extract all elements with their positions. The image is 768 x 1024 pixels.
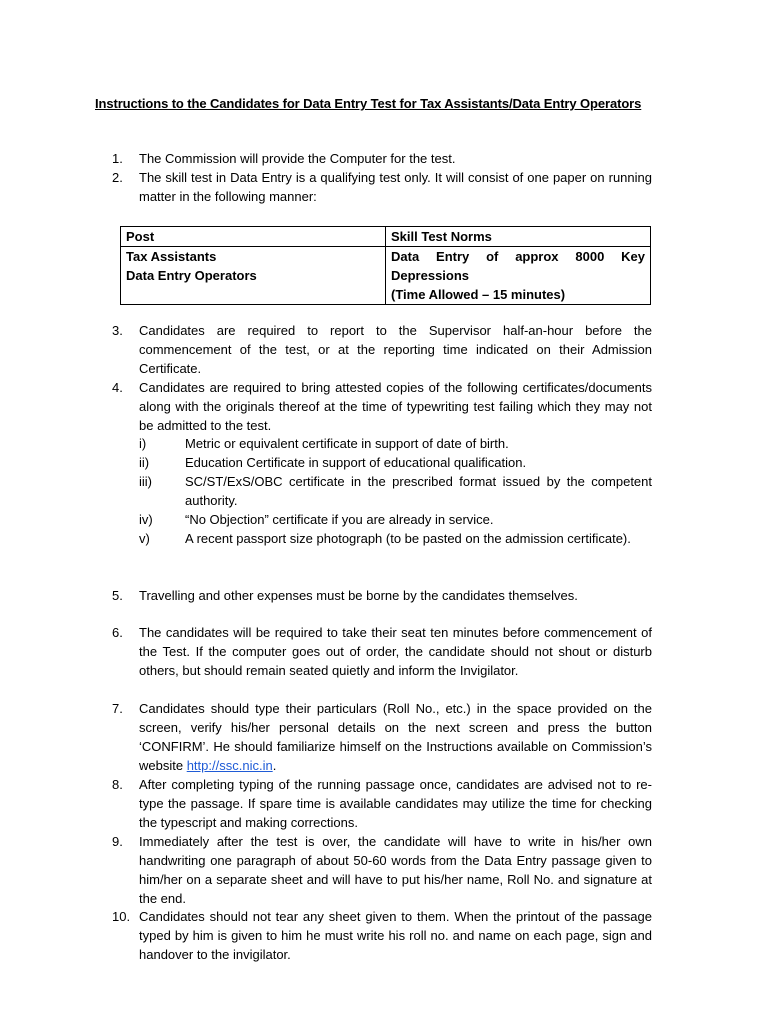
list-item: [112, 775, 652, 832]
list-item: [112, 321, 652, 378]
table-cell-norms: [386, 247, 651, 305]
list-item: [112, 378, 652, 435]
sub-item-text: SC/ST/ExS/OBC certificate in the prescribed format issued by the competent authority.: [185, 474, 652, 508]
sub-list-item: [139, 510, 652, 529]
list-item: [112, 168, 652, 206]
list-item: [112, 623, 652, 680]
item-text: The skill test in Data Entry is a qualifying test only. It will consist of one paper on running matter in the following manner:: [139, 170, 652, 204]
list-item: [112, 699, 652, 775]
table-header-post: Post: [121, 227, 386, 247]
sub-item-number: ii): [139, 455, 150, 470]
list-item: [112, 149, 652, 168]
item-text: After completing typing of the running passage once, candidates are advised not to re-type the passage. If spare time is available candidates may utilize the time for checking the typescript and making corrections.: [139, 777, 652, 830]
sub-item-number: i): [139, 436, 147, 451]
item-text: Immediately after the test is over, the candidate will have to write in his/her own handwriting one paragraph of about 50-60 words from the Data Entry passage given to him/her on a separate sheet and will have to put his/her name, Roll No. and signature at the end.: [139, 834, 652, 906]
item-number: 8.: [112, 777, 123, 792]
item-number: 3.: [112, 323, 123, 338]
item-number: 1.: [112, 151, 123, 166]
post-line: Data Entry Operators: [126, 268, 257, 283]
post-line: Tax Assistants: [126, 249, 217, 264]
item-text: The candidates will be required to take their seat ten minutes before commencement of the Test. If the computer goes out of order, the candidate should not shout or disturb others, but should remain seated quietly and inform the Invigilator.: [139, 625, 652, 678]
table-row: [121, 247, 651, 305]
sub-item-text: Education Certificate in support of educational qualification.: [185, 455, 527, 470]
sub-item-number: v): [139, 531, 150, 546]
item-text: Travelling and other expenses must be borne by the candidates themselves.: [139, 588, 578, 603]
item-text: Candidates should not tear any sheet given to them. When the printout of the passage typed by him is given to him he must write his roll no. and name on each page, sign and handover to the invigilator.: [139, 909, 652, 962]
list-item: [112, 907, 652, 964]
norms-text: Data Entry of approx 8000 Key Depressions: [391, 249, 645, 283]
item-text: Candidates are required to bring attested copies of the following certificates/documents along with the originals thereof at the time of typewriting test failing which they may not be admitted to the test.: [139, 380, 652, 433]
item-text: The Commission will provide the Computer for the test.: [139, 151, 456, 166]
item-number: 2.: [112, 170, 123, 185]
table-header-row: [121, 227, 651, 247]
sub-item-number: iv): [139, 512, 153, 527]
table-cell-post: [121, 247, 386, 305]
item-number: 7.: [112, 701, 123, 716]
item-number: 6.: [112, 625, 123, 640]
item-number: 10.: [112, 909, 131, 924]
table-header-norms: Skill Test Norms: [386, 227, 651, 247]
item-number: 9.: [112, 834, 123, 849]
norms-time: (Time Allowed – 15 minutes): [391, 287, 566, 302]
item-number: 5.: [112, 588, 123, 603]
item-text: [139, 699, 652, 775]
item-text: Candidates are required to report to the Supervisor half-an-hour before the commencement of the test, or at the reporting time indicated on their Admission Certificate.: [139, 323, 652, 376]
sub-list-item: [139, 529, 652, 548]
sub-item-number: iii): [139, 474, 152, 489]
sub-list-item: [139, 434, 652, 453]
list-item: [112, 586, 652, 605]
item-text-body: Candidates should type their particulars (Roll No., etc.) in the space provided on the screen, verify his/her personal details on the next screen and press the button ‘CONFIRM’. He should familiarize himself on the Instructions available on Commission’s website: [139, 701, 652, 773]
sub-list-item: [139, 472, 652, 510]
skill-test-table: [120, 226, 651, 305]
document-title: Instructions to the Candidates for Data Entry Test for Tax Assistants/Data Entry Operators: [95, 96, 642, 111]
sub-list-item: [139, 453, 652, 472]
sub-item-text: Metric or equivalent certificate in support of date of birth.: [185, 436, 509, 451]
sub-item-text: “No Objection” certificate if you are already in service.: [185, 512, 494, 527]
ssc-website-link[interactable]: http://ssc.nic.in: [186, 758, 273, 773]
sub-item-text: A recent passport size photograph (to be pasted on the admission certificate).: [185, 531, 631, 546]
item-text-tail: .: [272, 758, 277, 773]
item-number: 4.: [112, 380, 123, 395]
list-item: [112, 832, 652, 908]
